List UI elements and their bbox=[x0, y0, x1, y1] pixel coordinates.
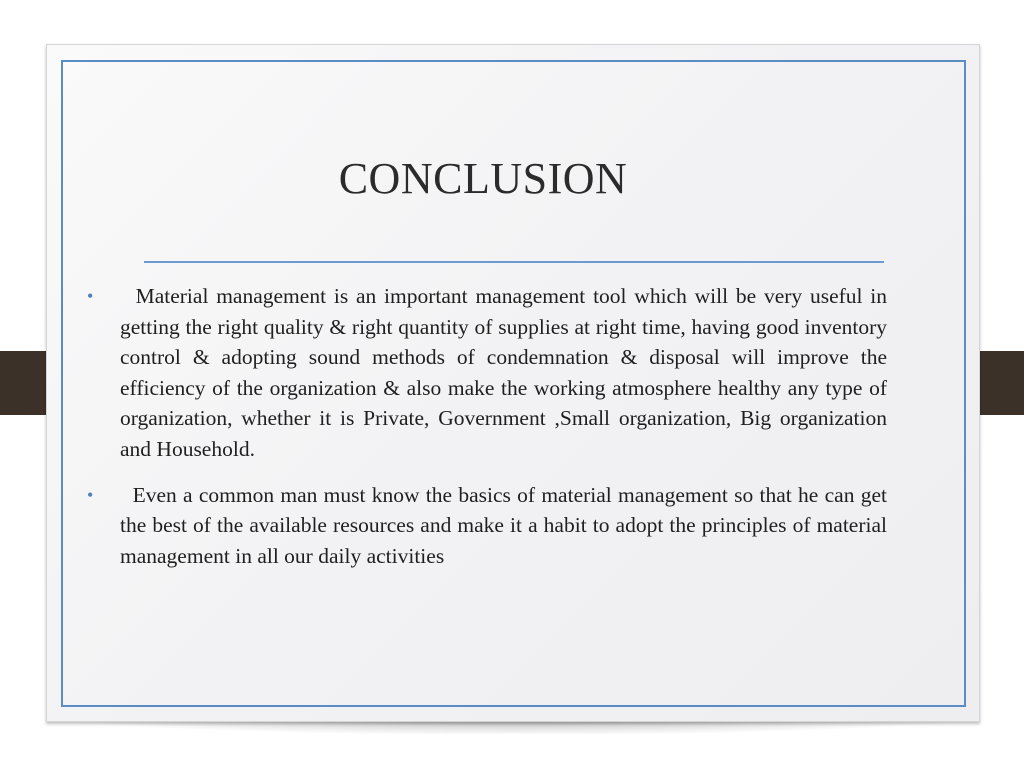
list-item bbox=[87, 480, 887, 572]
bullet-icon: • bbox=[87, 484, 94, 505]
title-divider bbox=[144, 261, 884, 263]
slide-paper bbox=[46, 44, 980, 722]
slide-title-container bbox=[47, 153, 979, 204]
list-item bbox=[87, 281, 887, 465]
bullet-text: Even a common man must know the basics of material management so that he can get the best of the available resources and make it a habit to adopt the principles of material management in all our daily activities bbox=[120, 482, 888, 568]
bullet-icon: • bbox=[87, 286, 94, 306]
bullet-text: Material management is an important management tool which will be very useful in getting the right quality & right quantity of supplies at right time, having good inventory control & adopting sound methods of condemnation & disposal will improve the efficiency of the organization & also make the working atmosphere healthy any type of organization, whether it is Private, Government ,Small organization, Big organization and Household. bbox=[120, 284, 888, 461]
slide-title: CONCLUSION bbox=[338, 154, 628, 203]
bullet-list bbox=[87, 281, 887, 586]
